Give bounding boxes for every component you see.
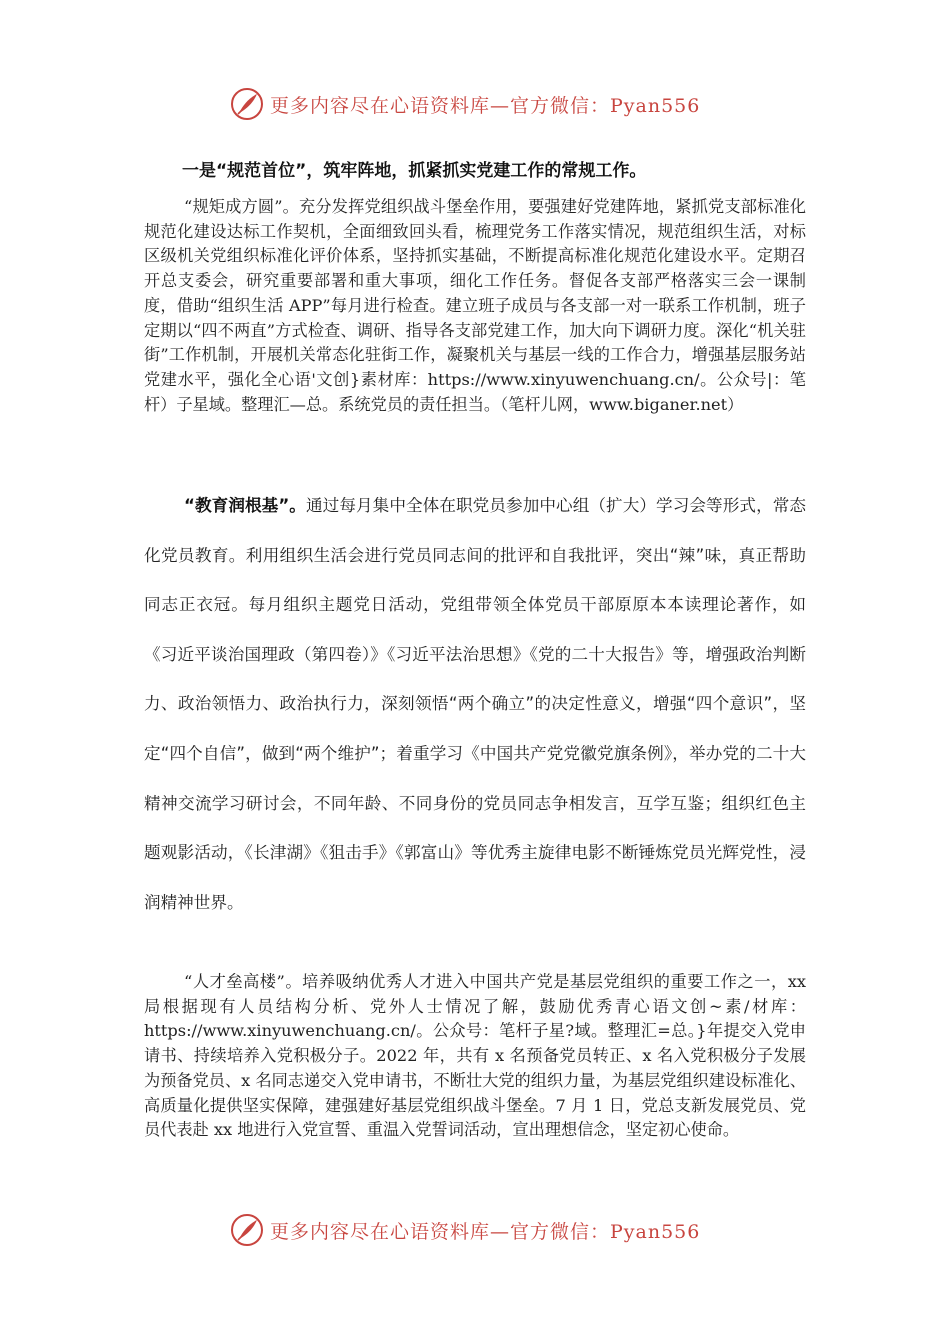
section-heading: 一是“规范首位”，筑牢阵地，抓紧抓实党建工作的常规工作。 bbox=[182, 161, 647, 181]
watermark-text: 更多内容尽在心语资料库—官方微信：Pyan556 bbox=[270, 94, 701, 117]
quill-logo-icon bbox=[230, 1213, 264, 1247]
header-watermark-banner bbox=[230, 84, 750, 124]
paragraph-standards-text: “规矩成方圆”。充分发挥党组织战斗堡垒作用，要强建好党建阵地，紧抓党支部标准化规范化建设达标工作契机，全面细致回头看，梳理党务工作落实情况，规范组织生活，对标区级机关党组织标准化评价体系，坚持抓实基础，不断提高标准化规范化建设水平。定期召开总支委会，研究重要部署和重大事项，细化工作任务。督促各支部严格落实三会一课制度，借助“组织生活 APP”每月进行检查。建立班子成员与各支部一对一联系工作机制，班子定期以“四不两直”方式检查、调研、指导各支部党建工作，加大向下调研力度。深化“机关驻街”工作机制，开展机关常态化驻街工作，凝聚机关与基层一线的工作合力，增强基层服务站党建水平，强化全心语'文创}素材库：https://www.xinyuwenchuang.cn/。公众号|：笔杆）子星域。整理汇—总。系统党员的责任担当。（笔杆儿网，www.biganer.net） bbox=[144, 197, 806, 414]
paragraph-talent-text: “人才垒高楼”。培养吸纳优秀人才进入中国共产党是基层党组织的重要工作之一，xx 局根据现有人员结构分析、党外人士情况了解，鼓励优秀青心语文创~素/材库：https://www.xinyuwenchuang.cn/。公众号：笔杆子星?域。整理汇=总。}年提交入党申请书、持续培养入党积极分子。2022 年，共有 x 名预备党员转正、x 名入党积极分子发展为预备党员、x 名同志递交入党申请书，不断壮大党的组织力量，为基层党组织建设标准化、高质量化提供坚实保障，建强建好基层党组织战斗堡垒。7 月 1 日，党总支新发展党员、党员代表赴 xx 地进行入党宣誓、重温入党誓词活动，宣出理想信念，坚定初心使命。 bbox=[144, 972, 806, 1140]
paragraph-education-text: 通过每月集中全体在职党员参加中心组（扩大）学习会等形式，常态化党员教育。利用组织生活会进行党员同志间的批评和自我批评，突出“辣”味，真正帮助同志正衣冠。每月组织主题党日活动，党组带领全体党员干部原原本本读理论著作，如《习近平谈治国理政（第四卷）》《习近平法治思想》《党的二十大报告》等，增强政治判断力、政治领悟力、政治执行力，深刻领悟“两个确立”的决定性意义，增强“四个意识”，坚定“四个自信”，做到“两个维护”；着重学习《中国共产党党徽党旗条例》，举办党的二十大精神交流学习研讨会，不同年龄、不同身份的党员同志争相发言，互学互鉴；组织红色主题观影活动，《长津湖》《狙击手》《郭富山》等优秀主旋律电影不断锤炼党员光辉党性，浸润精神世界。 bbox=[144, 496, 806, 912]
paragraph-education bbox=[144, 481, 806, 927]
paragraph-standards bbox=[144, 195, 806, 417]
quill-logo-icon bbox=[230, 87, 264, 121]
footer-watermark-banner bbox=[230, 1210, 750, 1250]
paragraph-talent bbox=[144, 970, 806, 1143]
paragraph-education-lead: “教育润根基”。 bbox=[184, 496, 306, 515]
watermark-text: 更多内容尽在心语资料库—官方微信：Pyan556 bbox=[270, 1220, 701, 1243]
